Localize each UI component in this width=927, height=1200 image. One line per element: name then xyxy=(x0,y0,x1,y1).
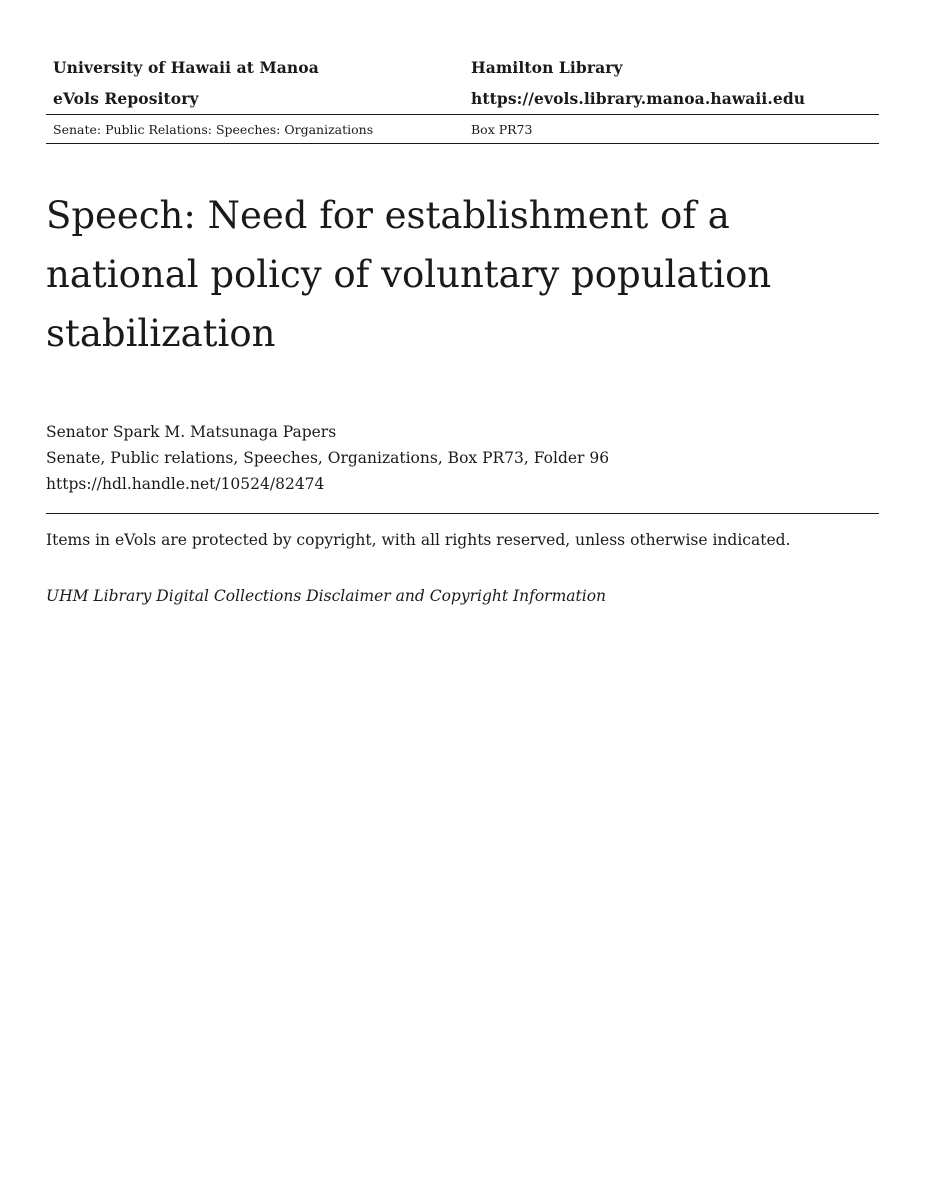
header-row-2 xyxy=(46,83,879,114)
folder-location: Senate, Public relations, Speeches, Organizations, Box PR73, Folder 96 xyxy=(46,449,610,467)
metadata-divider xyxy=(46,513,879,514)
collection-path: Senate: Public Relations: Speeches: Organizations xyxy=(53,121,374,137)
papers-collection: Senator Spark M. Matsunaga Papers xyxy=(46,423,337,441)
page-header xyxy=(46,52,879,144)
library-name: Hamilton Library xyxy=(471,58,623,77)
disclaimer-link[interactable]: UHM Library Digital Collections Disclaimer and Copyright Information xyxy=(46,587,607,605)
document-title: Speech: Need for establishment of a national policy of voluntary population stabilization xyxy=(46,194,772,355)
copyright-notice: Items in eVols are protected by copyright, with all rights reserved, unless otherwise indicated. xyxy=(46,531,791,549)
repository-name: eVols Repository xyxy=(53,89,199,108)
document-metadata xyxy=(46,419,879,497)
institution-name: University of Hawaii at Manoa xyxy=(53,58,319,77)
header-row-1 xyxy=(46,52,879,83)
handle-link[interactable]: https://hdl.handle.net/10524/82474 xyxy=(46,475,325,493)
header-divider-bottom xyxy=(46,143,879,144)
header-subrow xyxy=(46,115,879,143)
repository-url-link[interactable]: https://evols.library.manoa.hawaii.edu xyxy=(471,89,806,108)
box-label: Box PR73 xyxy=(471,121,533,137)
